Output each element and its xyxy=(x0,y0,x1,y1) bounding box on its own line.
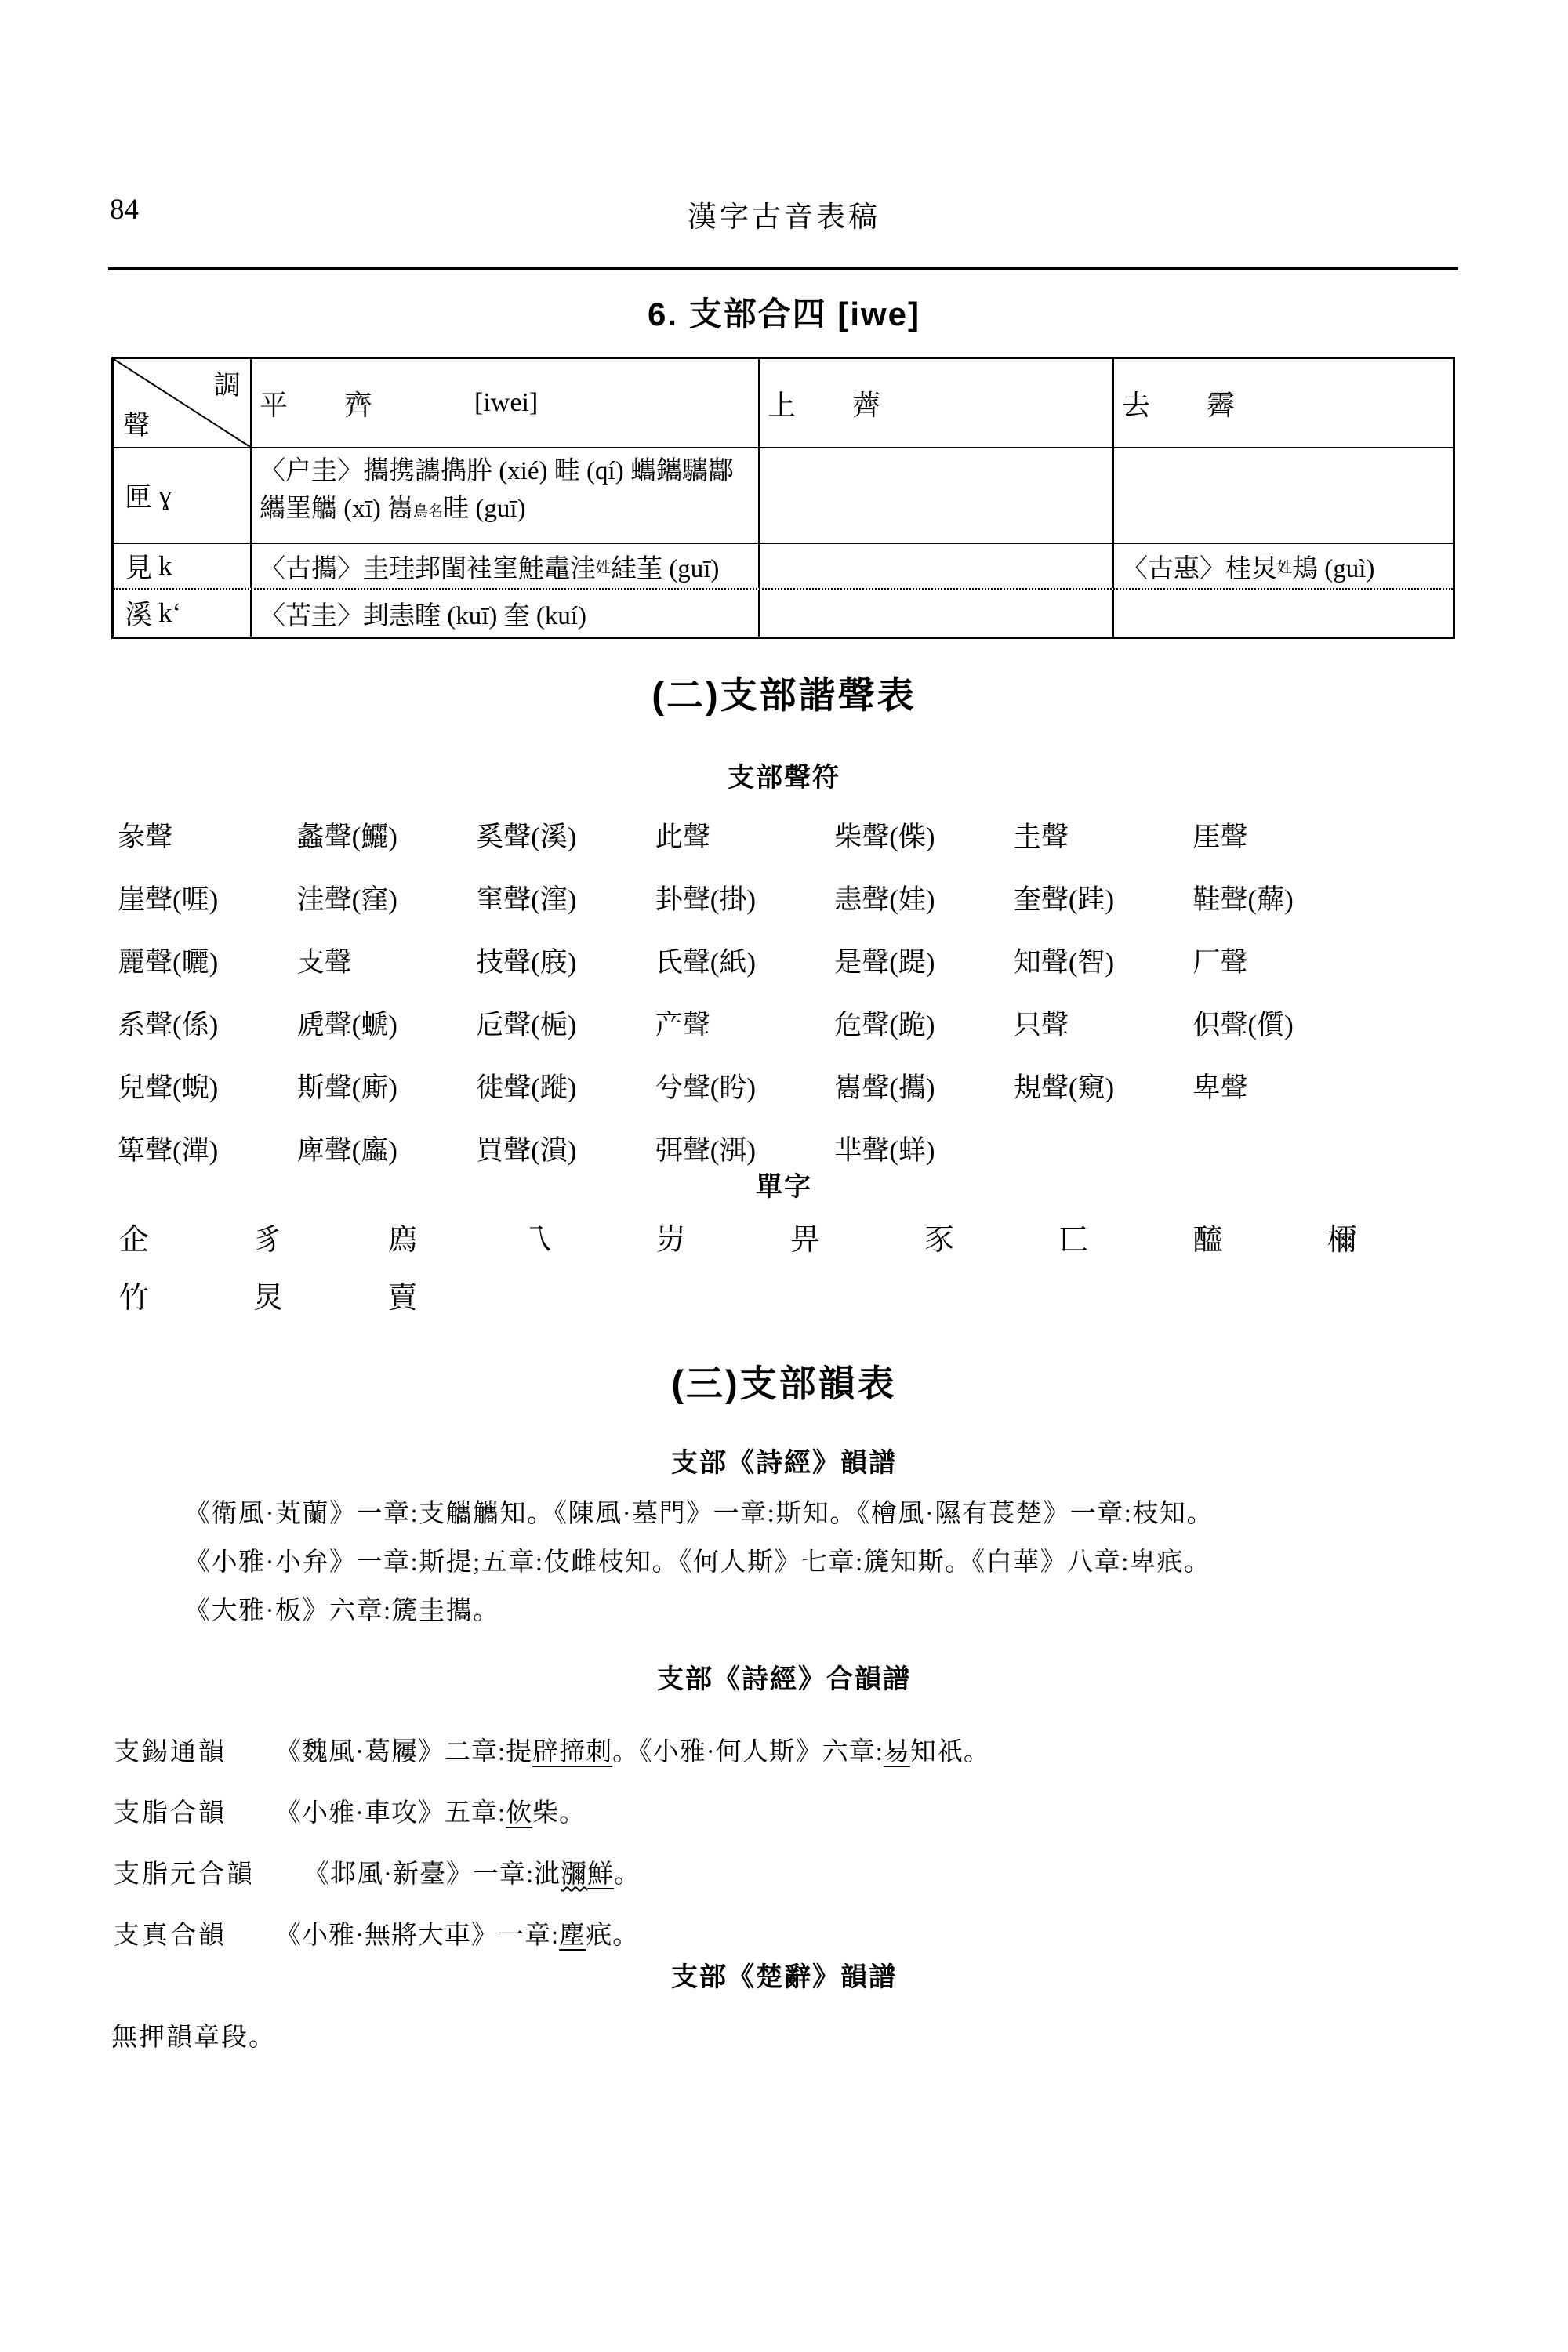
initial-cell-xia: 匣 ɣ xyxy=(125,480,172,513)
text-segment: 柴。 xyxy=(532,1799,586,1828)
rhyme-table xyxy=(111,357,1455,639)
char-item: 产聲 xyxy=(655,1010,710,1040)
shengfu-subtitle: 支部聲符 xyxy=(728,763,840,793)
char-item: 支聲 xyxy=(296,947,352,978)
char-item: 巂聲(攜) xyxy=(834,1073,935,1103)
heyun-content xyxy=(275,1922,639,1950)
char-item: 只聲 xyxy=(1013,1010,1069,1040)
text-segment: 佽 xyxy=(506,1799,533,1828)
section-2-title: (二)支部諧聲表 xyxy=(652,674,916,716)
text-segment: 〈古惠〉桂炅 xyxy=(1122,554,1277,583)
char-item: 卑聲 xyxy=(1192,1073,1248,1103)
shijing-subtitle: 支部《詩經》韻譜 xyxy=(671,1448,897,1478)
char-item: 柴聲(偨) xyxy=(834,822,935,852)
text-segment: 眭 (guī) xyxy=(443,494,526,523)
text-segment: 。《小雅·何人斯》六章: xyxy=(612,1738,884,1766)
char-item: 鞋聲(薢) xyxy=(1192,884,1294,915)
heyun-content xyxy=(275,1738,990,1766)
char-item: 虒聲(螔) xyxy=(296,1010,397,1040)
char-item: 乁 xyxy=(521,1224,552,1257)
char-item: 斯聲(廝) xyxy=(296,1073,397,1103)
document-title: 漢字古音表稿 xyxy=(688,201,880,234)
char-item: 豸 xyxy=(253,1224,284,1257)
char-item: 厂聲 xyxy=(1192,947,1248,978)
cell-xi-shang xyxy=(758,590,1112,637)
char-item: 徙聲(蹝) xyxy=(476,1073,577,1103)
char-item: 奎聲(跬) xyxy=(1013,884,1115,915)
header-rule xyxy=(108,267,1458,270)
char-item: 卮聲(梔) xyxy=(476,1010,577,1040)
col-header-ping-qi: 平 齊 [iwei] xyxy=(250,359,758,447)
char-item: 賣 xyxy=(387,1282,418,1315)
corner-label-initial: 聲 xyxy=(123,412,150,441)
text-segment: 《邶風·新臺》一章:泚 xyxy=(303,1860,561,1889)
shijing-rhyme-paragraph xyxy=(110,1490,1462,1635)
char-item: 芈聲(蛘) xyxy=(834,1135,935,1166)
text-segment: 《魏風·葛屨》二章:提 xyxy=(275,1738,533,1766)
initial-cell-jian: 見 k xyxy=(125,550,172,583)
rhyme-table-header-row xyxy=(114,359,1453,447)
page-header xyxy=(110,193,1458,234)
shijing-line: 《小雅·小弁》一章:斯提;五章:伎雌枝知。《何人斯》七章:篪知斯。《白華》八章:卑疧。 xyxy=(184,1548,1211,1577)
char-item: 窐聲(漥) xyxy=(476,884,577,915)
char-item: 豕 xyxy=(924,1224,955,1257)
char-item: 崖聲(啀) xyxy=(118,884,219,915)
char-item: 兒聲(蜺) xyxy=(118,1073,219,1103)
heyun-label: 支錫通韻 xyxy=(114,1738,227,1766)
cell-xi-qu xyxy=(1112,590,1453,637)
text-segment: 。 xyxy=(614,1860,641,1889)
char-item: 洼聲(窪) xyxy=(296,884,397,915)
char-item: 檷 xyxy=(1327,1224,1357,1257)
text-segment: 辟揥刺 xyxy=(532,1738,613,1766)
text-segment: 疧。 xyxy=(586,1922,640,1950)
table-row-xia xyxy=(114,447,1453,543)
char-item: 岃 xyxy=(655,1224,686,1257)
char-item: 圭聲 xyxy=(1013,822,1069,852)
cell-xia-qu xyxy=(1112,448,1453,543)
heyun-line xyxy=(114,1722,1458,1783)
chuci-subtitle: 支部《楚辭》韻譜 xyxy=(671,1962,897,1992)
char-item: 危聲(跪) xyxy=(834,1010,935,1040)
text-segment: 瀰 xyxy=(561,1860,588,1889)
danzi-grid xyxy=(119,1211,1461,1327)
heyun-line xyxy=(114,1783,1458,1844)
shengfu-grid xyxy=(118,806,1372,1182)
heyun-list xyxy=(114,1722,1458,1966)
char-item: 畀 xyxy=(789,1224,820,1257)
initial-cell-xi: 溪 k‘ xyxy=(125,597,182,630)
shijing-line: 《大雅·板》六章:篪圭攜。 xyxy=(184,1597,500,1625)
char-item: 竹 xyxy=(119,1282,150,1315)
small-annotation: 姓 xyxy=(1277,559,1293,576)
text-segment: 〈古攜〉圭珪邽閨袿窐鮭鼃洼 xyxy=(260,554,596,583)
cell-jian-ping xyxy=(250,544,758,588)
char-item: 此聲 xyxy=(655,822,710,852)
heyun-subtitle: 支部《詩經》合韻譜 xyxy=(657,1664,911,1694)
page-number: 84 xyxy=(110,194,139,226)
cell-xia-shang xyxy=(758,448,1112,543)
cell-jian-qu xyxy=(1112,544,1453,588)
char-item: 廌 xyxy=(387,1224,418,1257)
char-item: 規聲(窺) xyxy=(1013,1073,1115,1103)
char-item: 知聲(智) xyxy=(1013,947,1115,978)
heyun-label: 支脂合韻 xyxy=(114,1799,227,1828)
text-segment: 塵 xyxy=(559,1922,586,1950)
text-segment: 鮮 xyxy=(587,1860,615,1889)
col-header-shang-ji: 上 薺 xyxy=(758,359,1112,447)
char-item: 卦聲(掛) xyxy=(655,884,757,915)
char-item: 麗聲(曬) xyxy=(118,947,219,978)
char-item: 恚聲(娃) xyxy=(834,884,935,915)
text-segment: 〈苦圭〉刲恚睳 (kuī) 奎 (kuí) xyxy=(260,601,587,630)
char-item: 技聲(庪) xyxy=(476,947,577,978)
char-item: 是聲(踶) xyxy=(834,947,935,978)
char-item: 厓聲 xyxy=(1192,822,1248,852)
heyun-label: 支真合韻 xyxy=(114,1922,227,1950)
heyun-line xyxy=(114,1844,1458,1905)
cell-xia-ping xyxy=(250,448,758,543)
char-item: 伿聲(儨) xyxy=(1192,1010,1294,1040)
table-row-jian xyxy=(114,543,1453,588)
heyun-content xyxy=(303,1860,641,1889)
small-annotation: 鳥名 xyxy=(413,503,444,520)
char-item: 蠡聲(鱺) xyxy=(296,822,397,852)
char-item: 彖聲 xyxy=(118,822,173,852)
heyun-content xyxy=(275,1799,586,1828)
shijing-line: 《衛風·芄蘭》一章:支觿觿知。《陳風·墓門》一章:斯知。《檜風·隰有萇楚》一章:枝知。 xyxy=(184,1500,1214,1528)
char-item: 箄聲(潬) xyxy=(118,1135,219,1166)
text-segment: 絓茥 (guī) xyxy=(611,554,720,583)
text-segment: 〈户圭〉攜携讗擕肸 (xié) 畦 (qí) 蠵鑴驨酅纗罣觿 (xī) 巂 xyxy=(260,457,734,523)
corner-label-tone: 調 xyxy=(214,372,241,401)
char-item: 企 xyxy=(119,1224,150,1257)
char-item: 醯 xyxy=(1192,1224,1223,1257)
char-item: 匸 xyxy=(1058,1224,1089,1257)
chuci-note: 無押韻章段。 xyxy=(111,2024,276,2052)
char-item: 買聲(潰) xyxy=(476,1135,577,1166)
char-item: 兮聲(盻) xyxy=(655,1073,757,1103)
small-annotation: 姓 xyxy=(596,559,612,576)
char-item: 庳聲(蠯) xyxy=(296,1135,397,1166)
corner-cell xyxy=(114,359,250,447)
char-item: 弭聲(渳) xyxy=(655,1135,757,1166)
text-segment: 《小雅·無將大車》一章: xyxy=(275,1922,560,1950)
cell-xi-ping xyxy=(250,590,758,637)
text-segment: 鳺 (guì) xyxy=(1292,554,1375,583)
danzi-subtitle: 單字 xyxy=(756,1172,812,1202)
char-item: 氏聲(紙) xyxy=(655,947,757,978)
section-3-title: (三)支部韻表 xyxy=(671,1363,897,1404)
table-row-xi xyxy=(114,588,1453,637)
text-segment: 知祇。 xyxy=(909,1738,990,1766)
heyun-label: 支脂元合韻 xyxy=(114,1860,255,1889)
section-6-title: 6. 支部合四 [iwe] xyxy=(647,296,921,332)
cell-jian-shang xyxy=(758,544,1112,588)
char-item: 炅 xyxy=(253,1282,284,1315)
char-item: 奚聲(溪) xyxy=(476,822,577,852)
text-segment: 《小雅·車攻》五章: xyxy=(275,1799,506,1828)
char-item: 系聲(係) xyxy=(118,1010,219,1040)
text-segment: 易 xyxy=(883,1738,910,1766)
col-header-qu-ji: 去 霽 xyxy=(1112,359,1453,447)
